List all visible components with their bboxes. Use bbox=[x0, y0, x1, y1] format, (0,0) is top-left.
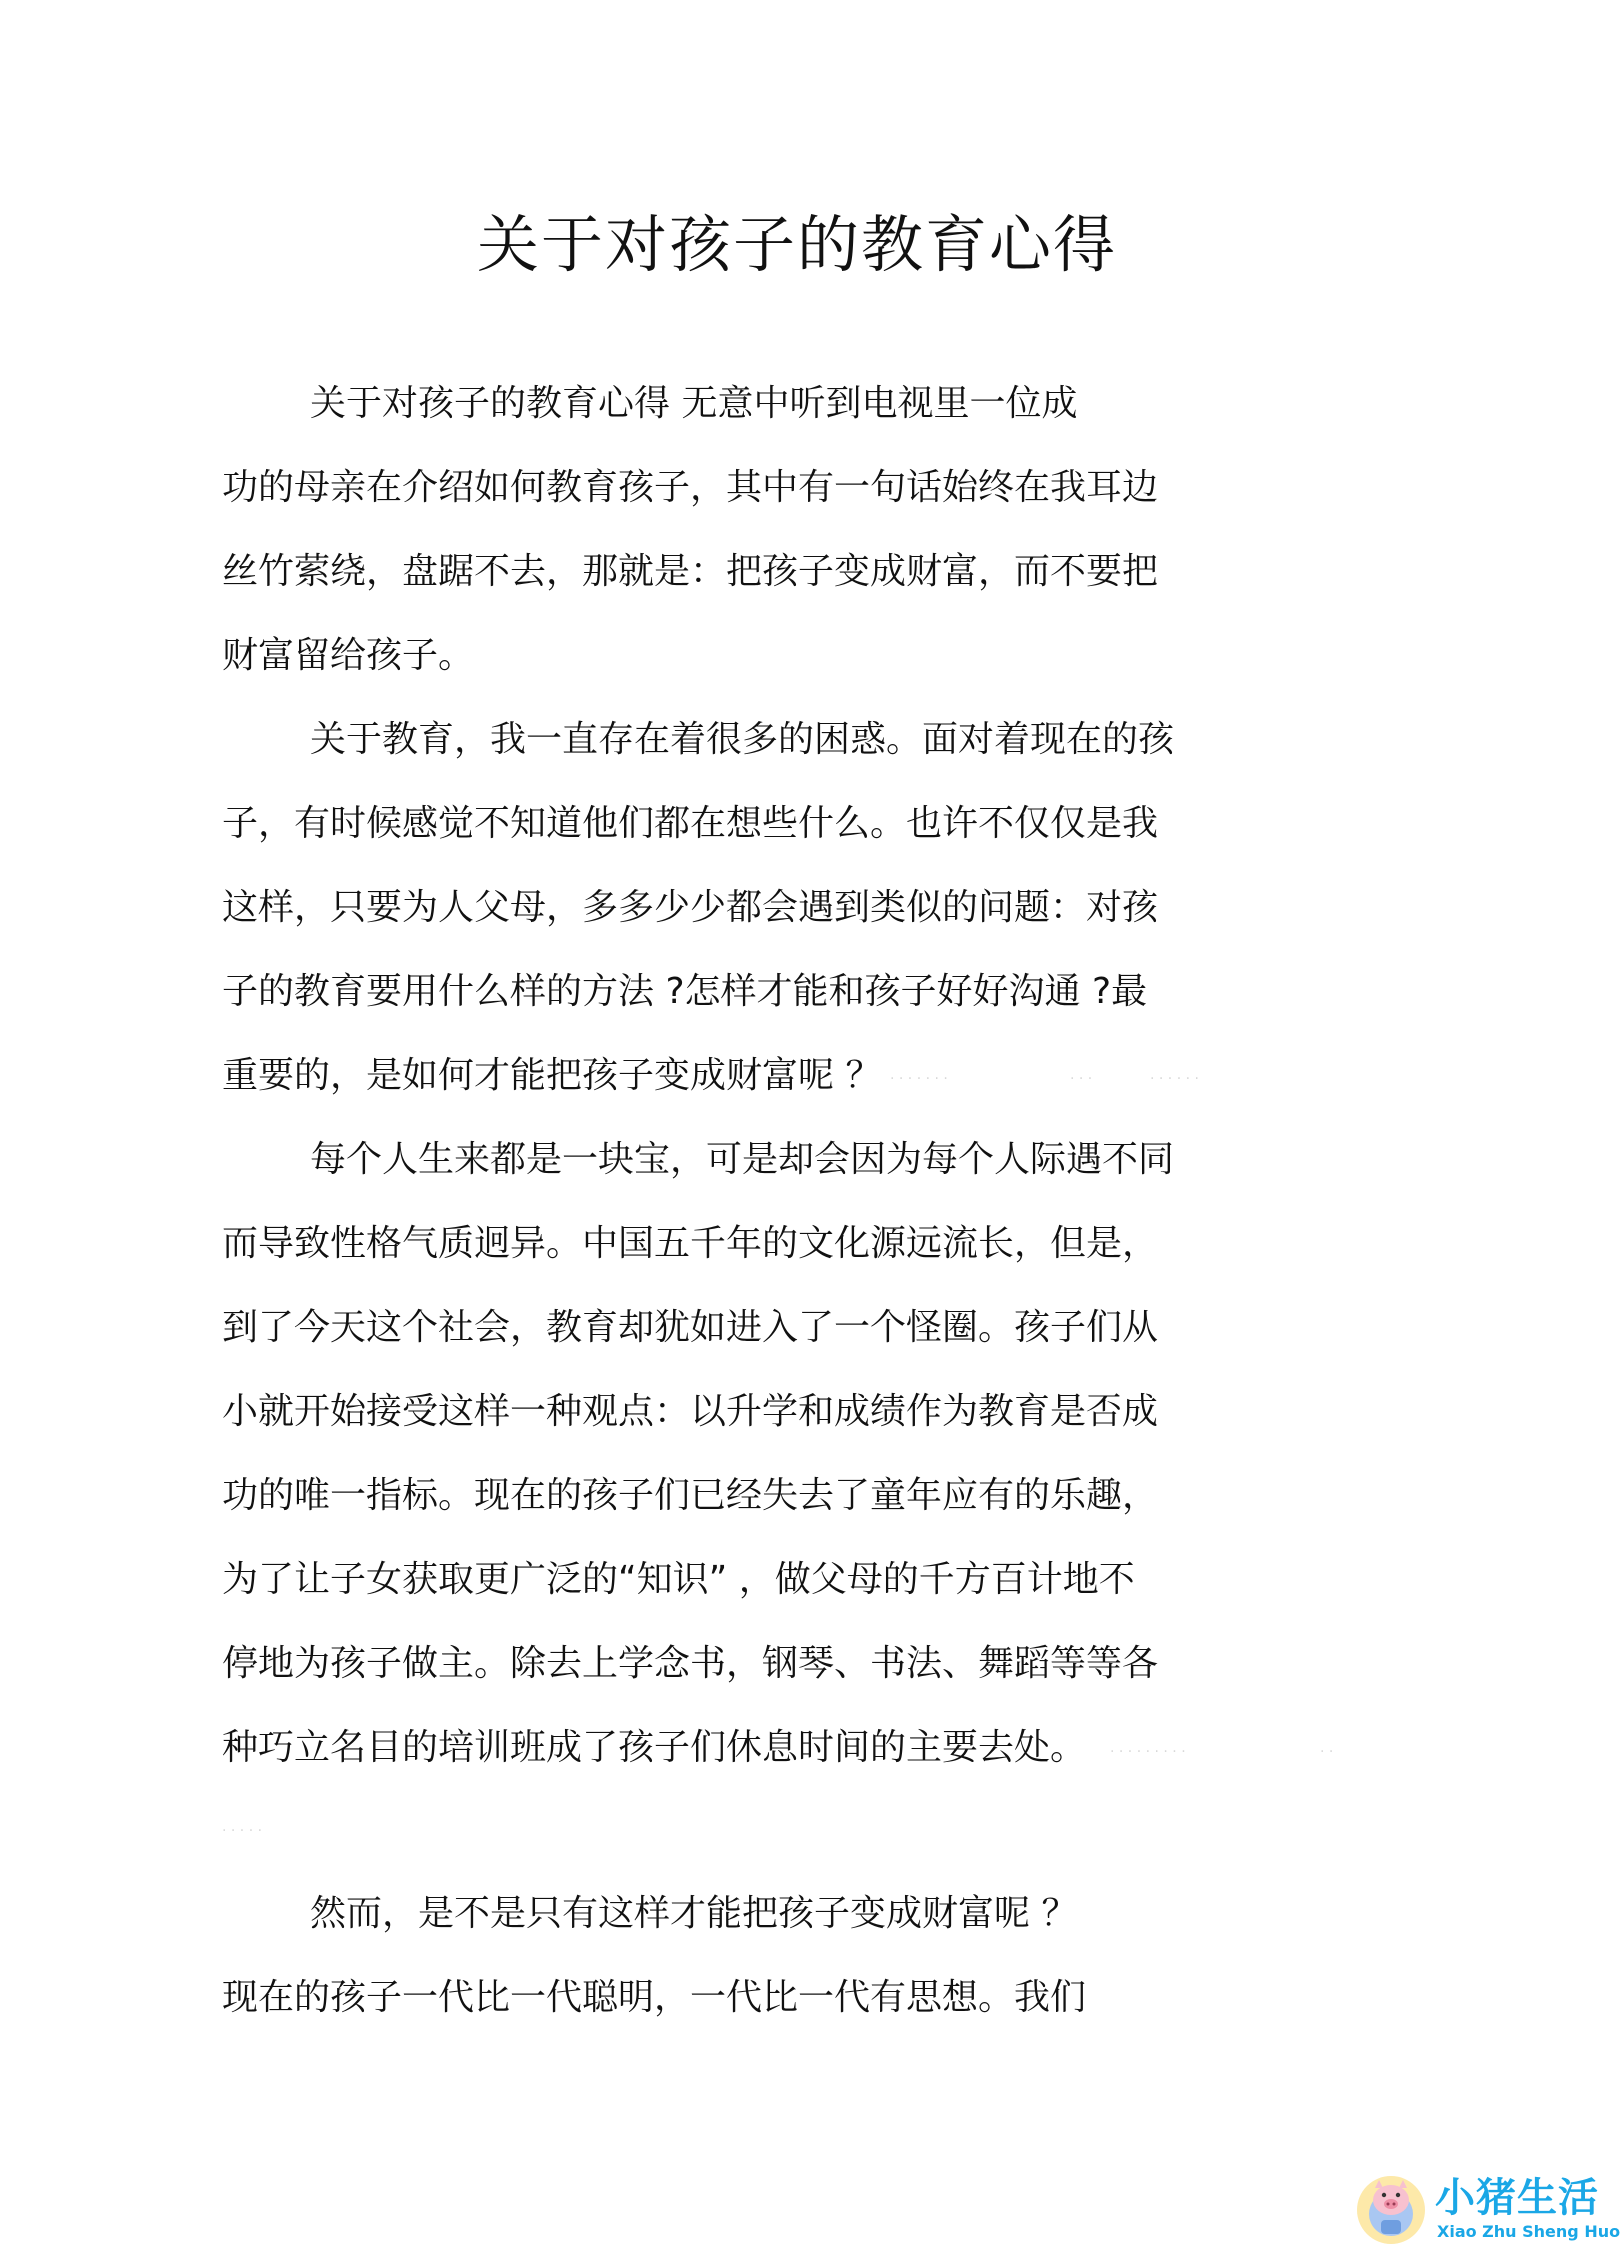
text-line: 财富留给孩子。 bbox=[222, 635, 475, 676]
text-line: 种巧立名目的培训班成了孩子们休息时间的主要去处。 bbox=[222, 1727, 1087, 1768]
text-line: 这样，只要为人父母，多多少少都会遇到类似的问题：对孩 bbox=[222, 887, 1159, 928]
text-line: 为了让子女获取更广泛的“知识” ，做父母的千方百计地不 bbox=[222, 1559, 1135, 1600]
watermark-logo bbox=[1355, 2172, 1620, 2250]
logo-subtitle: Xiao Zhu Sheng Huo bbox=[1437, 2222, 1620, 2241]
logo-name: 小猪生活 bbox=[1435, 2175, 1599, 2221]
text-line: 小就开始接受这样一种观点：以升学和成绩作为教育是否成 bbox=[222, 1391, 1159, 1432]
scan-artifact: · · · bbox=[1070, 1071, 1093, 1087]
text-line: 功的唯一指标。现在的孩子们已经失去了童年应有的乐趣， bbox=[222, 1475, 1159, 1516]
text-line: 每个人生来都是一块宝，可是却会因为每个人际遇不同 bbox=[310, 1139, 1175, 1180]
scan-artifact: · · · · · bbox=[222, 1823, 263, 1839]
text-line: 到了今天这个社会，教育却犹如进入了一个怪圈。孩子们从 bbox=[222, 1307, 1159, 1348]
text-line: 丝竹萦绕，盘踞不去，那就是：把孩子变成财富，而不要把 bbox=[222, 551, 1159, 592]
pig-mascot-icon bbox=[1355, 2174, 1427, 2246]
text-line: 子的教育要用什么样的方法 ?怎样才能和孩子好好沟通 ?最 bbox=[222, 971, 1148, 1012]
text-line: 子，有时候感觉不知道他们都在想些什么。也许不仅仅是我 bbox=[222, 803, 1159, 844]
text-line: 而导致性格气质迥异。中国五千年的文化源远流长，但是， bbox=[222, 1223, 1159, 1264]
text-line: 关于教育，我一直存在着很多的困惑。面对着现在的孩 bbox=[310, 719, 1175, 760]
text-line: 关于对孩子的教育心得 无意中听到电视里一位成 bbox=[310, 383, 1078, 424]
text-line: 重要的，是如何才能把孩子变成财富呢 ？ bbox=[222, 1055, 882, 1096]
scan-artifact: · · · · · · bbox=[1150, 1071, 1199, 1087]
scan-artifact: · · bbox=[1320, 1744, 1334, 1760]
text-line: 功的母亲在介绍如何教育孩子，其中有一句话始终在我耳边 bbox=[222, 467, 1159, 508]
page-title: 关于对孩子的教育心得 bbox=[476, 208, 1117, 281]
text-line: 停地为孩子做主。除去上学念书，钢琴、书法、舞蹈等等各 bbox=[222, 1643, 1159, 1684]
scan-artifact: · · · · · · · · · bbox=[1110, 1744, 1186, 1760]
scan-artifact: · · · · · · · bbox=[890, 1071, 948, 1087]
text-line: 现在的孩子一代比一代聪明，一代比一代有思想。我们 bbox=[222, 1977, 1087, 2018]
text-line: 然而，是不是只有这样才能把孩子变成财富呢 ？ bbox=[310, 1893, 1078, 1934]
